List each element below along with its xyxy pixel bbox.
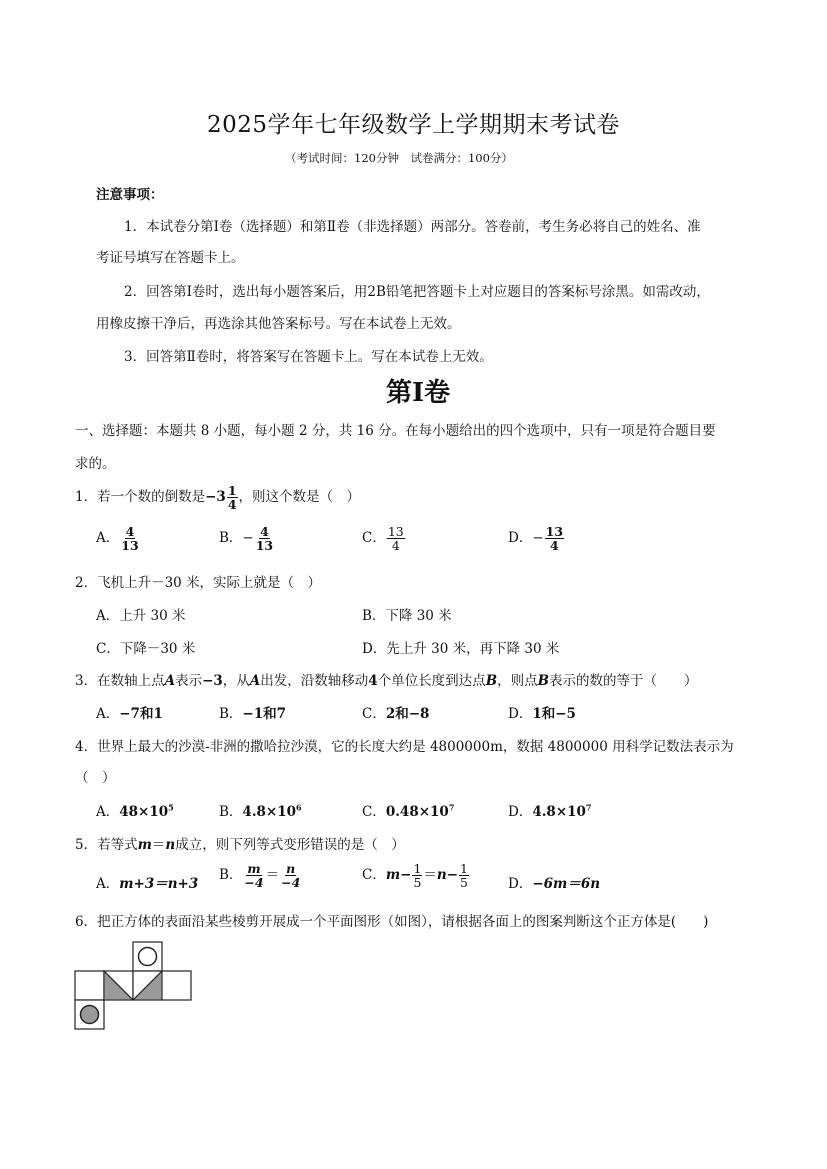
question-5-option-a[interactable]: A．m+3＝n+3 (96, 876, 199, 892)
question-2-stem: 2．飞机上升－30 米，实际上就是（ ） (75, 575, 322, 591)
question-3-option-b[interactable]: B．−1和7 (219, 706, 287, 722)
question-3-stem: 3．在数轴上点A表示−3，从A出发，沿数轴移动4个单位长度到达点B，则点B表示的数的等于（ ） (75, 673, 698, 689)
question-1-option-d[interactable]: D．− $\frac{13}{4}$ (508, 524, 564, 554)
exam-subtitle: （考试时间：120分钟 试卷满分：100分） (285, 151, 513, 165)
filled-circle-icon (81, 1006, 99, 1024)
circle-icon (139, 948, 157, 966)
question-5-option-d[interactable]: D．−6m＝6n (508, 876, 601, 892)
note-3: 3．回答第Ⅱ卷时，将答案写在答题卡上。写在本试卷上无效。 (124, 349, 493, 365)
section-heading-line-1: 一、选择题：本题共 8 小题，每小题 2 分，共 16 分。在每小题给出的四个选项中，只有一项是符合题目要 (75, 423, 716, 439)
question-2-option-d[interactable]: D．先上升 30 米，再下降 30 米 (362, 641, 560, 657)
question-1-stem: 1．若一个数的倒数是−3 $\frac{1}{4}$ ，则这个数是（ ） (75, 483, 361, 513)
cube-net-figure (74, 941, 196, 1033)
part-title: 第Ⅰ卷 (386, 378, 451, 408)
note-1-line-2: 考证号填写在答题卡上。 (96, 250, 245, 266)
question-3-option-c[interactable]: C．2和−8 (362, 706, 430, 722)
question-2-option-a[interactable]: A．上升 30 米 (96, 608, 186, 624)
exam-title: 2025学年七年级数学上学期期末考试卷 (207, 112, 621, 138)
note-2-line-1: 2．回答第Ⅰ卷时，选出每小题答案后，用2B铅笔把答题卡上对应题目的答案标号涂黑。如需改动， (124, 284, 710, 300)
question-2-option-b[interactable]: B．下降 30 米 (362, 608, 452, 624)
note-1-line-1: 1．本试卷分第Ⅰ卷（选择题）和第Ⅱ卷（非选择题）两部分。答卷前，考生务必将自己的姓名、准 (124, 219, 701, 235)
section-heading-line-2: 求的。 (75, 456, 116, 472)
question-5-option-b[interactable]: B． $\frac{m}{-4}$ ＝ $\frac{n}{-4}$ (219, 861, 301, 891)
question-1-option-c[interactable]: C． $\frac{13}{4}$ (362, 524, 404, 554)
question-4-option-a[interactable]: A．$48\times 10^5$ (96, 802, 174, 820)
net-face-row-1 (75, 971, 104, 1000)
question-1-option-a[interactable]: A． $\frac{4}{13}$ (96, 524, 139, 554)
question-4-option-b[interactable]: B．$4.8\times 10^6$ (219, 802, 302, 820)
question-5-stem: 5．若等式m＝n成立，则下列等式变形错误的是（ ） (75, 837, 405, 853)
question-3-option-d[interactable]: D．1和−5 (508, 706, 576, 722)
question-1-option-b[interactable]: B．− $\frac{4}{13}$ (219, 524, 274, 554)
question-4-option-c[interactable]: C．$0.48\times 10^7$ (362, 802, 455, 820)
question-4-stem-line-2: （ ） (75, 770, 116, 786)
question-3-option-a[interactable]: A．−7和1 (96, 706, 163, 722)
question-5-option-c[interactable]: C．m− $\frac{1}{5}$ ＝n− $\frac{1}{5}$ (362, 861, 468, 891)
question-2-option-c[interactable]: C．下降－30 米 (96, 641, 196, 657)
net-face-row-4 (162, 971, 191, 1000)
question-4-option-d[interactable]: D．$4.8\times 10^7$ (508, 802, 592, 820)
note-2-line-2: 用橡皮擦干净后，再选涂其他答案标号。写在本试卷上无效。 (96, 316, 461, 332)
question-4-stem-line-1: 4．世界上最大的沙漠-非洲的撒哈拉沙漠，它的长度大约是 4800000m，数据 4800000 用科学记数法表示为 (75, 739, 734, 755)
notes-heading: 注意事项： (96, 187, 164, 203)
question-6-stem: 6．把正方体的表面沿某些棱剪开展成一个平面图形（如图），请根据各面上的图案判断这个正方体是( ) (75, 914, 709, 930)
